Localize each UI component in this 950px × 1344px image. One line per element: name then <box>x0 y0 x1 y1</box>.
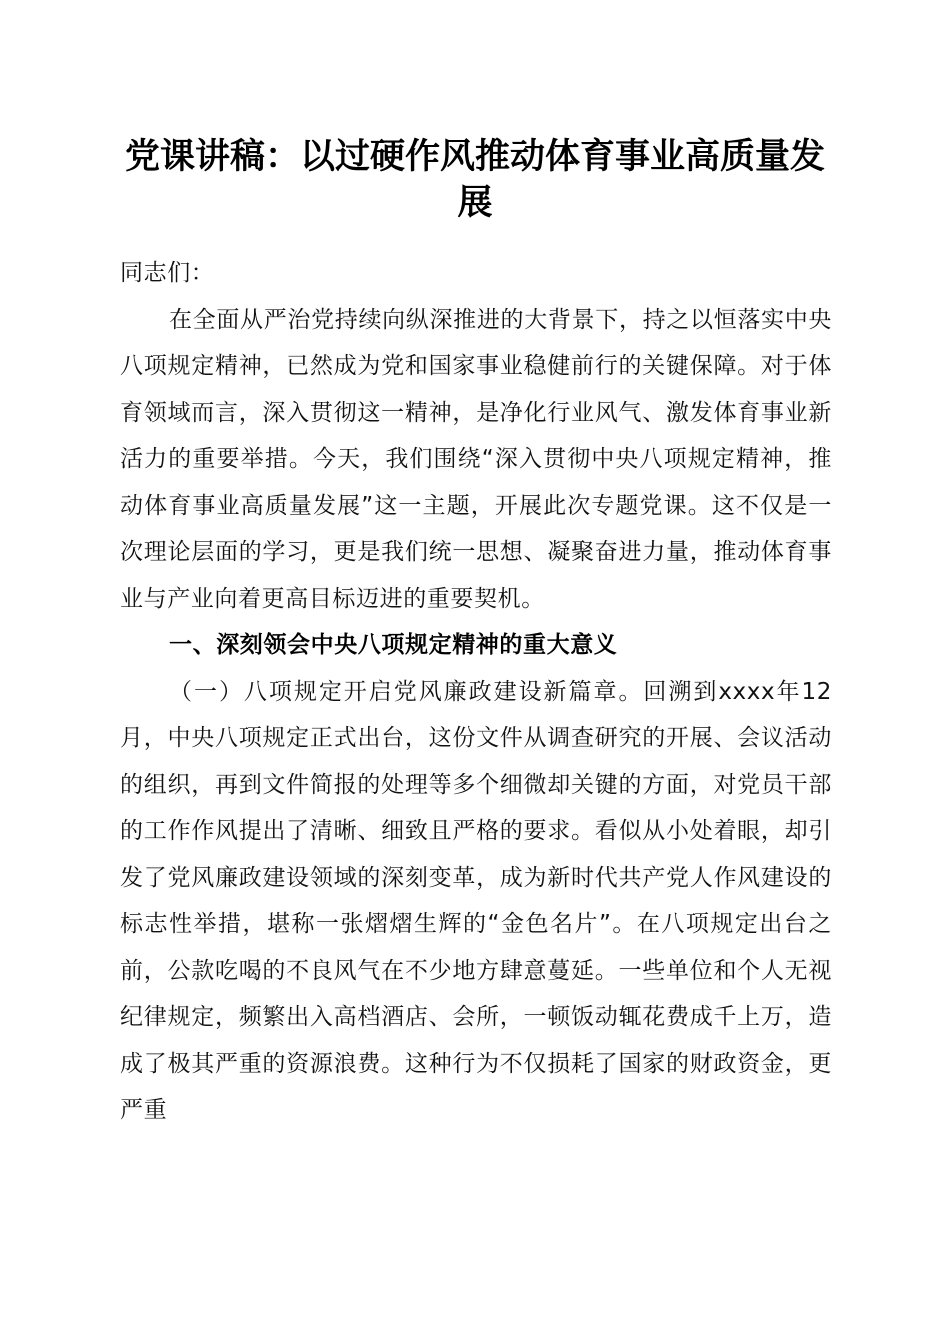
intro-paragraph: 在全面从严治党持续向纵深推进的大背景下，持之以恒落实中央八项规定精神，已然成为党和国家事业稳健前行的关键保障。对于体育领域而言，深入贯彻这一精神，是净化行业风气、激发体育事业新活力的重要举措。今天，我们围绕“深入贯彻中央八项规定精神，推动体育事业高质量发展”这一主题，开展此次专题党课。这不仅是一次理论层面的学习，更是我们统一思想、凝聚奋进力量，推动体育事业与产业向着更高目标迈进的重要契机。 <box>120 306 832 612</box>
section-heading: 一、深刻领会中央八项规定精神的重大意义 <box>169 632 618 658</box>
document-title: 党课讲稿：以过硬作风推动体育事业高质量发展 <box>124 136 825 223</box>
subsection-paragraph: （一）八项规定开启党风廉政建设新篇章。回溯到xxxx年12月，中央八项规定正式出台，这份文件从调查研究的开展、会议活动的组织，再到文件简报的处理等多个细微却关键的方面，对党员干部的工作作风提出了清晰、细致且严格的要求。看似从小处着眼，却引发了党风廉政建设领域的深刻变革，成为新时代共产党人作风建设的标志性举措，堪称一张熠熠生辉的“金色名片”。在八项规定出台之前，公款吃喝的不良风气在不少地方肆意蔓延。一些单位和个人无视纪律规定，频繁出入高档酒店、会所，一顿饭动辄花费成千上万，造成了极其严重的资源浪费。这种行为不仅损耗了国家的财政资金，更严重 <box>120 678 832 1123</box>
salutation: 同志们： <box>120 260 215 286</box>
document-body <box>120 250 832 1134</box>
